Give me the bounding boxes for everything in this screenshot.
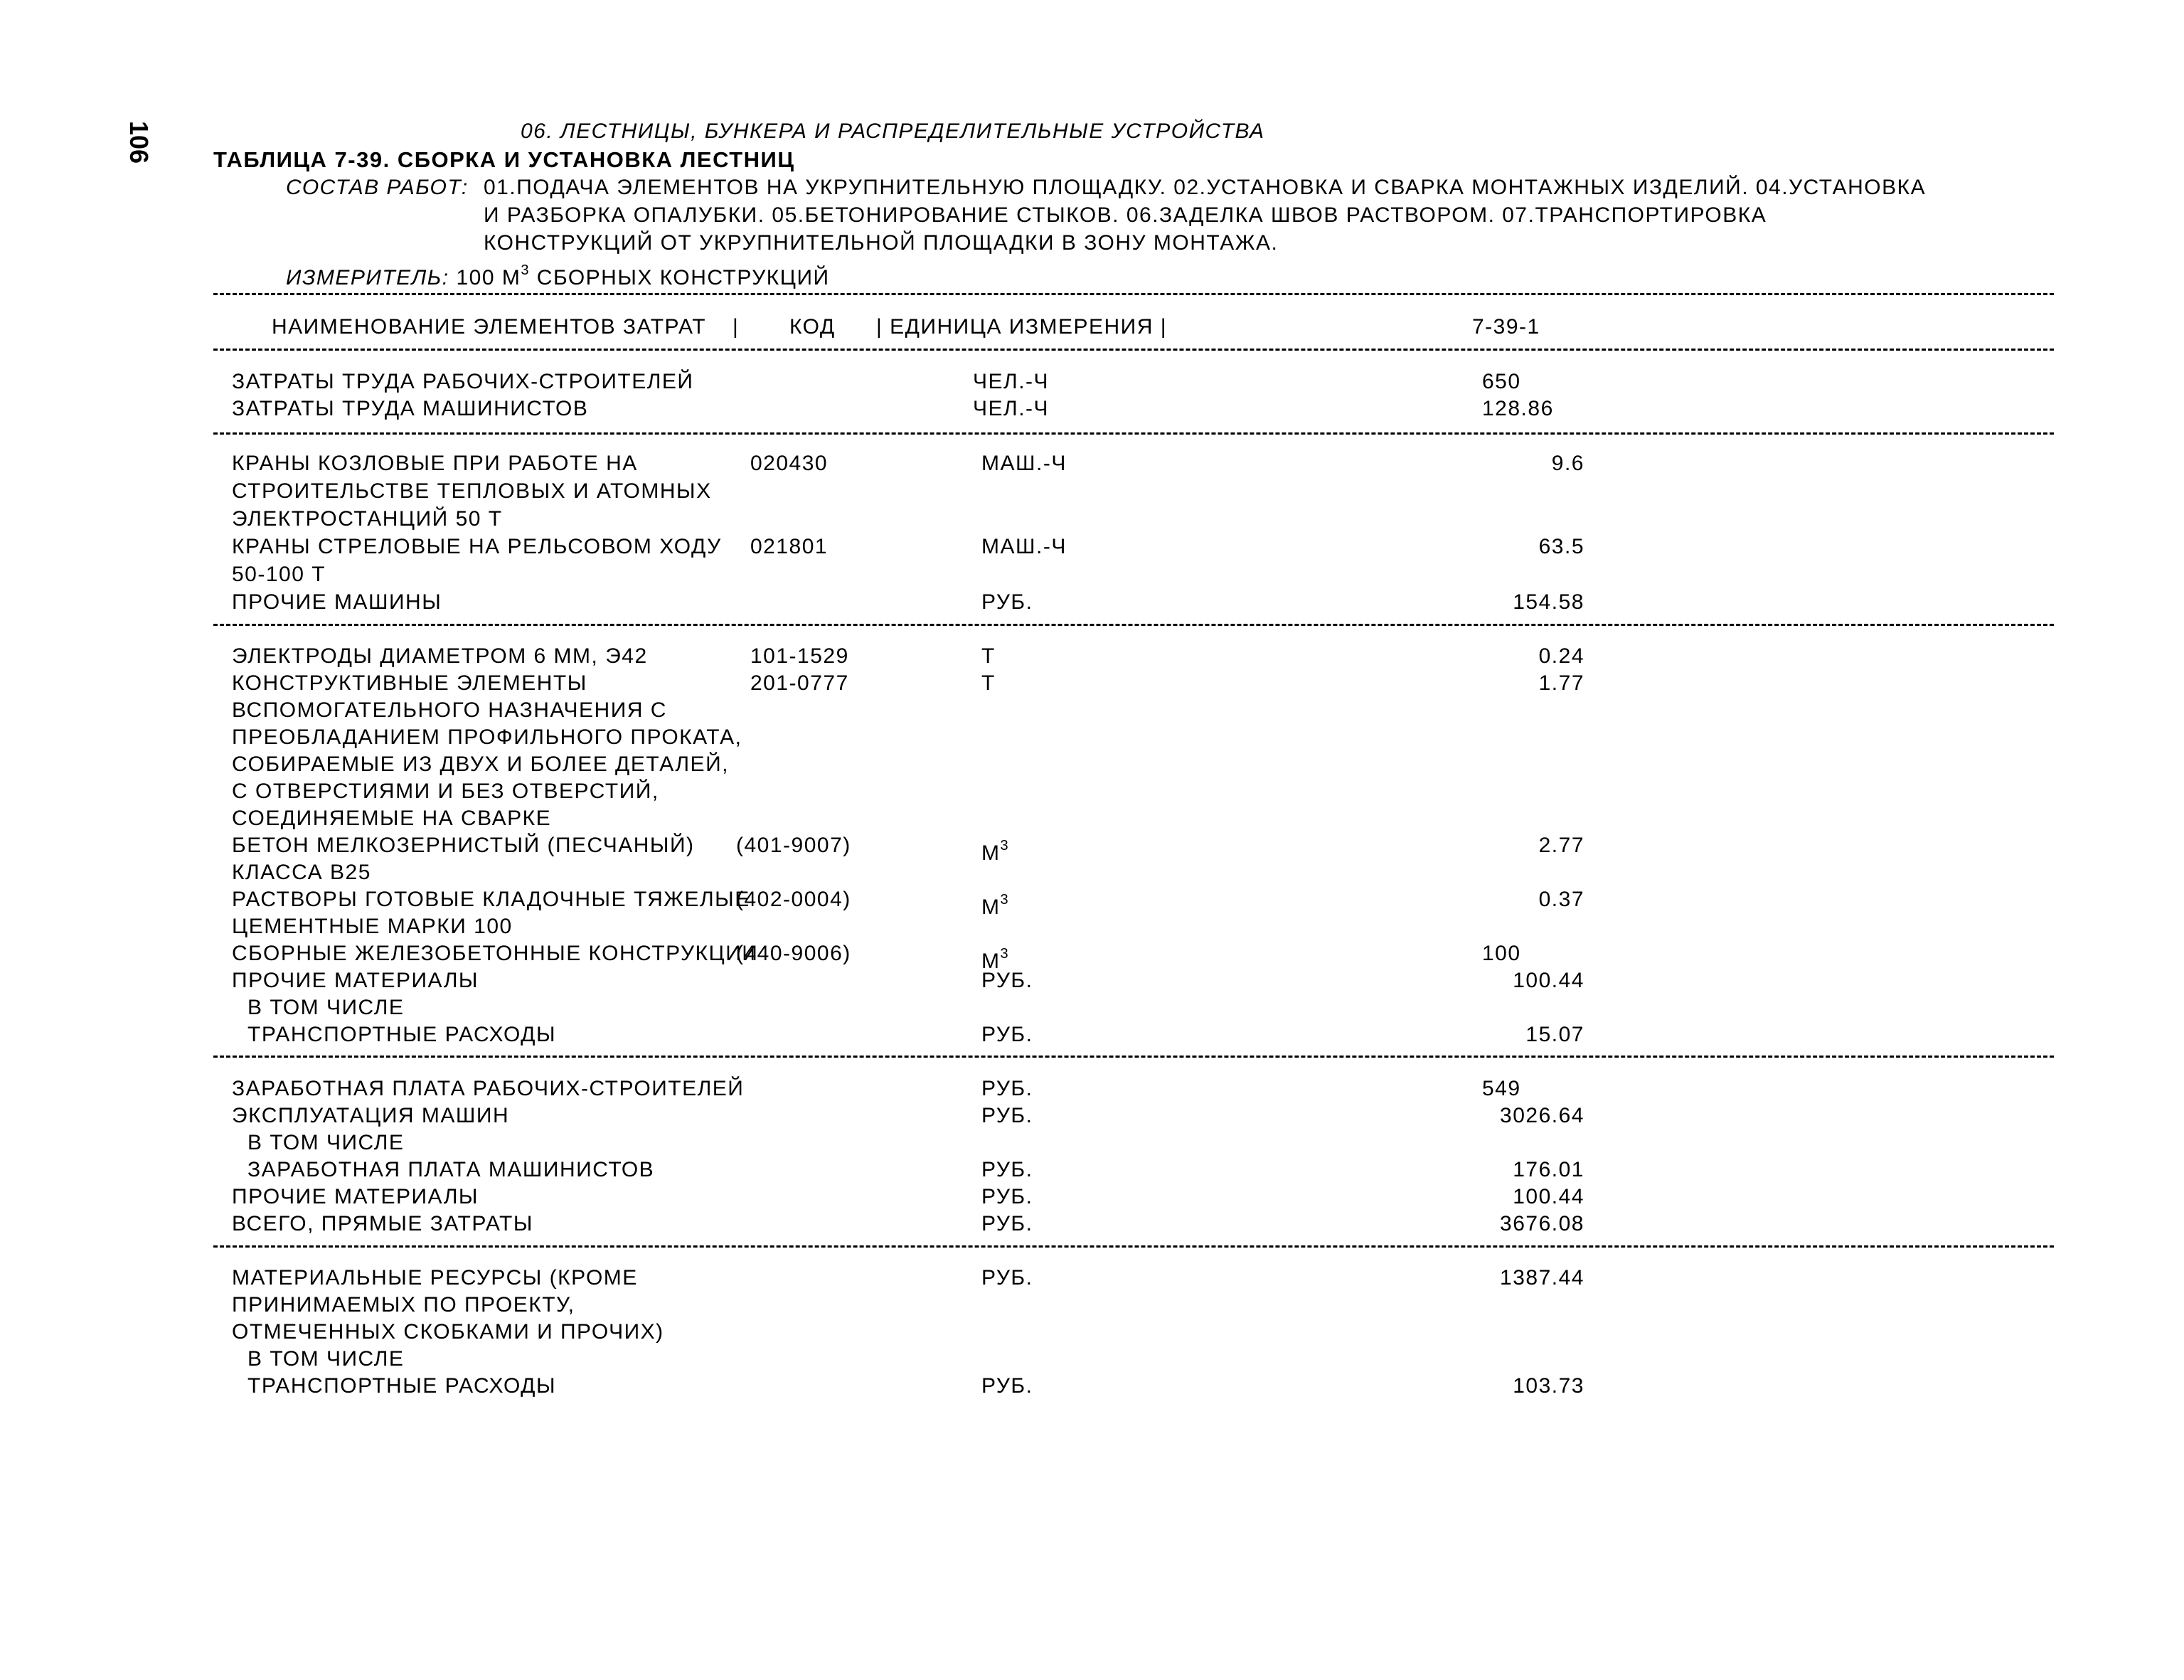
- row-name: РАСТВОРЫ ГОТОВЫЕ КЛАДОЧНЫЕ ТЯЖЕЛЫЕ: [232, 888, 750, 911]
- unit-text: М: [981, 841, 1001, 865]
- row-name: ТРАНСПОРТНЫЕ РАСХОДЫ: [247, 1374, 557, 1398]
- row-name: ЗАТРАТЫ ТРУДА РАБОЧИХ-СТРОИТЕЛЕЙ: [232, 370, 694, 393]
- row-name: КОНСТРУКТИВНЫЕ ЭЛЕМЕНТЫ: [232, 671, 587, 695]
- row-name: СОБИРАЕМЫЕ ИЗ ДВУХ И БОЛЕЕ ДЕТАЛЕЙ,: [232, 753, 729, 776]
- row-code: 021801: [750, 535, 829, 558]
- unit-sup: 3: [1000, 838, 1010, 854]
- row-unit: РУБ.: [981, 1077, 1033, 1100]
- row-value: 9.6: [1551, 452, 1584, 475]
- row-name: СТРОИТЕЛЬСТВЕ ТЕПЛОВЫХ И АТОМНЫХ: [232, 479, 712, 503]
- table-title: ТАБЛИЦА 7-39. СБОРКА И УСТАНОВКА ЛЕСТНИЦ: [213, 147, 795, 172]
- row-code: (401-9007): [736, 834, 851, 857]
- row-unit: Т: [981, 644, 996, 668]
- row-unit: [981, 832, 1009, 867]
- row-unit: РУБ.: [981, 1023, 1033, 1046]
- row-value: 2.77: [1538, 834, 1584, 857]
- row-value: 100: [1482, 942, 1521, 965]
- divider: [213, 432, 2054, 435]
- row-value: 1.77: [1538, 671, 1584, 695]
- row-code: 101-1529: [750, 644, 849, 668]
- row-value: 154.58: [1513, 590, 1584, 614]
- row-name: КЛАССА В25: [232, 861, 371, 884]
- row-unit: Т: [981, 671, 996, 695]
- row-code: (402-0004): [736, 888, 851, 911]
- unit-text: М: [981, 950, 1001, 973]
- row-unit: РУБ.: [981, 1158, 1033, 1181]
- row-value: 0.37: [1538, 888, 1584, 911]
- row-value: 0.24: [1538, 644, 1584, 668]
- row-name: ЗАРАБОТНАЯ ПЛАТА РАБОЧИХ-СТРОИТЕЛЕЙ: [232, 1077, 745, 1100]
- row-value: 100.44: [1513, 969, 1584, 992]
- header-sep: |: [733, 315, 740, 339]
- composition-line-1: 01.ПОДАЧА ЭЛЕМЕНТОВ НА УКРУПНИТЕЛЬНУЮ ПЛОЩАДКУ. 02.УСТАНОВКА И СВАРКА МОНТАЖНЫХ ИЗДЕЛИЙ. 04.УСТАНОВКА: [484, 176, 1927, 199]
- measure-line: [286, 257, 830, 292]
- row-value: 3026.64: [1500, 1104, 1584, 1127]
- row-unit: ЧЕЛ.-Ч: [973, 370, 1050, 393]
- row-name: ПРОЧИЕ МАТЕРИАЛЫ: [232, 969, 479, 992]
- unit-sup: 3: [1000, 946, 1010, 962]
- row-name: ЭКСПЛУАТАЦИЯ МАШИН: [232, 1104, 510, 1127]
- row-name: СОЕДИНЯЕМЫЕ НА СВАРКЕ: [232, 807, 552, 830]
- unit-sup: 3: [1000, 892, 1010, 908]
- row-value: 128.86: [1482, 397, 1554, 420]
- row-name: ВСПОМОГАТЕЛЬНОГО НАЗНАЧЕНИЯ С: [232, 698, 667, 722]
- row-name: ЭЛЕКТРОСТАНЦИЙ 50 Т: [232, 507, 503, 531]
- row-unit: РУБ.: [981, 1104, 1033, 1127]
- header-column: 7-39-1: [1472, 315, 1540, 339]
- composition-line-3: КОНСТРУКЦИЙ ОТ УКРУПНИТЕЛЬНОЙ ПЛОЩАДКИ В ЗОНУ МОНТАЖА.: [484, 231, 1279, 255]
- header-unit: | ЕДИНИЦА ИЗМЕРЕНИЯ |: [876, 315, 1168, 339]
- measure-value: 100 М: [456, 266, 521, 289]
- row-code: 020430: [750, 452, 829, 475]
- row-name: ПРИНИМАЕМЫХ ПО ПРОЕКТУ,: [232, 1293, 575, 1317]
- row-name: ПРЕОБЛАДАНИЕМ ПРОФИЛЬНОГО ПРОКАТА,: [232, 725, 742, 749]
- row-name: ЦЕМЕНТНЫЕ МАРКИ 100: [232, 915, 513, 938]
- row-name: ОТМЕЧЕННЫХ СКОБКАМИ И ПРОЧИХ): [232, 1320, 664, 1344]
- row-name: 50-100 Т: [232, 563, 326, 586]
- row-value: 549: [1482, 1077, 1521, 1100]
- row-unit: МАШ.-Ч: [981, 452, 1067, 475]
- row-unit: МАШ.-Ч: [981, 535, 1067, 558]
- row-unit: РУБ.: [981, 1374, 1033, 1398]
- divider: [213, 1245, 2054, 1248]
- row-code: 201-0777: [750, 671, 849, 695]
- row-value: 100.44: [1513, 1185, 1584, 1208]
- row-value: 103.73: [1513, 1374, 1584, 1398]
- divider: [213, 293, 2054, 295]
- row-unit: РУБ.: [981, 969, 1033, 992]
- section-heading: 06. ЛЕСТНИЦЫ, БУНКЕРА И РАСПРЕДЕЛИТЕЛЬНЫЕ УСТРОЙСТВА: [521, 119, 1265, 143]
- row-unit: РУБ.: [981, 1185, 1033, 1208]
- unit-text: М: [981, 895, 1001, 919]
- row-value: 63.5: [1538, 535, 1584, 558]
- row-name: БЕТОН МЕЛКОЗЕРНИСТЫЙ (ПЕСЧАНЫЙ): [232, 834, 695, 857]
- measure-label: ИЗМЕРИТЕЛЬ:: [286, 266, 449, 289]
- row-name: ПРОЧИЕ МАШИНЫ: [232, 590, 442, 614]
- row-unit: РУБ.: [981, 590, 1033, 614]
- row-name: С ОТВЕРСТИЯМИ И БЕЗ ОТВЕРСТИЙ,: [232, 780, 659, 803]
- row-value: 650: [1482, 370, 1521, 393]
- page-number: 106: [124, 121, 154, 164]
- row-name: ТРАНСПОРТНЫЕ РАСХОДЫ: [247, 1023, 557, 1046]
- row-unit: ЧЕЛ.-Ч: [973, 397, 1050, 420]
- row-name: МАТЕРИАЛЬНЫЕ РЕСУРСЫ (КРОМЕ: [232, 1266, 638, 1290]
- row-name: В ТОМ ЧИСЛЕ: [247, 996, 405, 1019]
- row-name: ЭЛЕКТРОДЫ ДИАМЕТРОМ 6 ММ, Э42: [232, 644, 648, 668]
- row-name: КРАНЫ КОЗЛОВЫЕ ПРИ РАБОТЕ НА: [232, 452, 638, 475]
- row-name: СБОРНЫЕ ЖЕЛЕЗОБЕТОННЫЕ КОНСТРУКЦИИ: [232, 942, 759, 965]
- row-value: 3676.08: [1500, 1212, 1584, 1235]
- row-unit: [981, 886, 1009, 921]
- composition-line-2: И РАЗБОРКА ОПАЛУБКИ. 05.БЕТОНИРОВАНИЕ СТЫКОВ. 06.ЗАДЕЛКА ШВОВ РАСТВОРОМ. 07.ТРАНСПОРТИРОВКА: [484, 203, 1767, 227]
- row-unit: РУБ.: [981, 1212, 1033, 1235]
- row-name: ЗАРАБОТНАЯ ПЛАТА МАШИНИСТОВ: [247, 1158, 655, 1181]
- divider: [213, 624, 2054, 626]
- row-value: 1387.44: [1500, 1266, 1584, 1290]
- header-name: НАИМЕНОВАНИЕ ЭЛЕМЕНТОВ ЗАТРАТ: [272, 315, 707, 339]
- row-name: В ТОМ ЧИСЛЕ: [247, 1131, 405, 1154]
- row-name: ПРОЧИЕ МАТЕРИАЛЫ: [232, 1185, 479, 1208]
- divider: [213, 349, 2054, 351]
- row-value: 176.01: [1513, 1158, 1584, 1181]
- row-code: (440-9006): [736, 942, 851, 965]
- row-value: 15.07: [1525, 1023, 1584, 1046]
- measure-sup: 3: [521, 262, 530, 278]
- row-name: ВСЕГО, ПРЯМЫЕ ЗАТРАТЫ: [232, 1212, 533, 1235]
- row-name: ЗАТРАТЫ ТРУДА МАШИНИСТОВ: [232, 397, 589, 420]
- header-code: КОД: [789, 315, 836, 339]
- divider: [213, 1056, 2054, 1058]
- row-name: КРАНЫ СТРЕЛОВЫЕ НА РЕЛЬСОВОМ ХОДУ: [232, 535, 722, 558]
- row-name: В ТОМ ЧИСЛЕ: [247, 1347, 405, 1371]
- row-unit: РУБ.: [981, 1266, 1033, 1290]
- measure-value-post: СБОРНЫХ КОНСТРУКЦИЙ: [529, 266, 830, 289]
- composition-label: СОСТАВ РАБОТ:: [286, 176, 469, 199]
